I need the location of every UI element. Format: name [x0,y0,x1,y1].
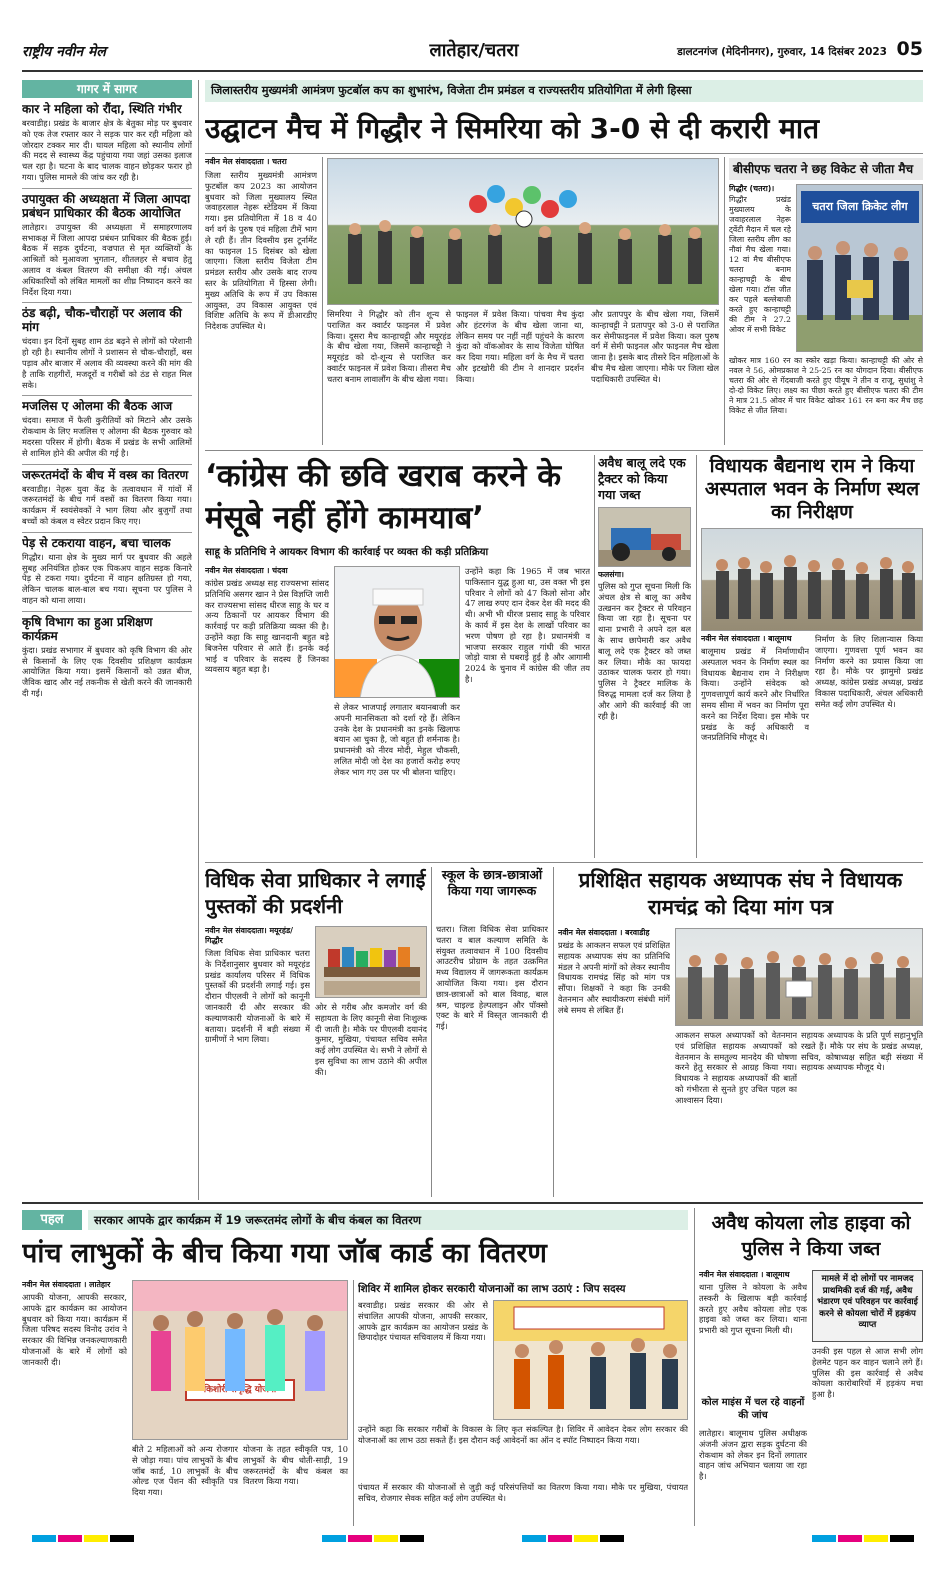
camp-audience-illustration [494,1301,688,1420]
column-divider [322,157,323,445]
section-rule [205,862,923,863]
coal-subbody: लातेहार। बालूमाथ पुलिस अधीक्षक अंजनी अंजन द्वारा सड़क दुर्घटना की रोकथाम को लेकर इन दिनों लगातार वाहन जांच अभियान चलाया जा रहा है। [699,1428,807,1482]
cricket-banner: चतरा जिला क्रिकेट लीग [801,191,919,223]
dateline: डालटनगंज (मेदिनीनगर), गुरुवार, 14 दिसंबर 2023 [677,46,887,58]
teachers-body: आकलन सफल अध्यापकों को वेतनमान एवं प्रशिक्षित सहायक अध्यापकों को वेतनमान के समतुल्य मानदेय की घोषणा करने हेतु सरकार से आग्रह किया गया। विधायक ने सहायक अध्यापकों की बातों को गंभीरता से सुनते हुए उचित पहल का आश्वासन दिया। [675,1030,797,1105]
job-card-distribution-photo [132,1280,348,1440]
school-body: चतरा। जिला विधिक सेवा प्राधिकार चतरा व बाल कल्याण समिति के संयुक्त तत्वावधान में 100 दिवसीय आउटरीच प्रोग्राम के तहत उत्क्रमित मध्य विद्यालय में जागरूकता कार्यक्रम आयोजित किया गया। इस दौरान छात्र-छात्राओं को बाल विवाह, बाल श्रम, चाइल्ड हेल्पलाइन और पॉक्सो एक्ट के बारे में विस्तृत जानकारी दी गई। [436,924,548,1032]
teachers-byline: नवीन मेल संवाददाता । बरवाडीह [558,928,650,937]
congress-body: से लेकर भाजपाई लगातार बयानबाजी कर अपनी मानसिकता को दर्शा रहे हैं। लेकिन उनके देश के प्रधानमंत्री का इनके खिलाफ बयान आ चुका है, जो बहुत ही शर्मनाक है। प्रधानमंत्री को नीरव मोदी, मेहुल चौकसी, ललित मोदी जो देश का हजारों करोड़ रुपए लेकर भाग गए उस पर भी बोलना चाहिए। [334,702,460,777]
tractor-photo [598,507,691,567]
books-illustration [316,927,427,998]
sand-headline: अवैध बालू लदे एक ट्रैक्टर को किया गया जब्त [598,455,686,502]
cricket-body: गिद्धौर प्रखंड मुख्यालय के जवाहरलाल नेहरू ट्वेंटी मैदान में चल रहे जिला स्तरीय लीग का नौवां मैच खेला गया। 12 वां मैच बीसीएफ चतरा बनाम कान्हाचट्टी के बीच खेला गया। टॉस जीत कर पहले बल्लेबाजी करते हुए कान्हाचट्टी की टीम ने 27.2 ओवर में सभी विकेट [729,195,791,334]
section-title: लातेहार/चतरा [429,40,519,61]
sidebar-item-body: चंदवा। समाज में फैली कुरीतियों को मिटाने और उसके रोकथाम के लिए मजलिस ए ओलमा की बैठक गुरुवार को मदरसा परिसर में होगी। बैठक में प्रखंड के सभी आलिमों से शामिल होने की अपील की गई है। [22,415,192,458]
congress-body: उन्होंने कहा कि 1965 में जब भारत पाकिस्तान युद्ध हुआ था, उस वक्त भी इस परिवार ने लोगों को 47 किलो सोना और 47 लाख रुपए दान देकर देश की मदद की थी। अभी भी धीरज प्रसाद साहू के परिवार के कार्य में इस देश के लाखों परिवार का भरण पोषण हो रहा है। प्रधानमंत्री व भाजपा सरकार राहुल गांधी की भारत जोड़ो यात्रा से घबराई हुई है और आगामी 2024 के चुनाव में कांग्रेस की जीत तय है। [465,566,590,684]
top-story-headline: उद्घाटन मैच में गिद्धौर ने सिमरिया को 3-0 से दी करारी मात [205,112,820,145]
legal-body: जिला विधिक सेवा प्राधिकार चतरा के निर्देशानुसार बुधवार को मयूरहंड प्रखंड कार्यालय परिसर में विधिक पुस्तकों की प्रदर्शनी लगाई गई। इस दौरान पीएलवी ने लोगों को कानूनी जानकारी दी और सरकार की कल्याणकारी योजनाओं के बारे में बताया। प्रदर्शनी में बड़ी संख्या में ग्रामीणों ने भाग लिया। [205,948,310,1045]
hospital-body: निर्माण के लिए शिलान्यास किया जाएगा। गुणवत्ता पूर्ण भवन का निर्माण करने का प्रयास किया जा रहा है। मौके पर झामुमो प्रखंड अध्यक्ष, कांग्रेस प्रखंड अध्यक्ष, प्रखंड विकास पदाधिकारी, अंचल अधिकारी समेत कई लोग उपस्थित थे। [815,634,923,709]
camp-body: बरवाडीह। प्रखंड सरकार की ओर से संचालित आपकी योजना, आपकी सरकार, आपके द्वार कार्यक्रम का आयोजन प्रखंड के छिपादोहर पंचायत सचिवालय में किया गया। [358,1300,488,1343]
teachers-memorandum-photo [675,928,923,1026]
hospital-byline: नवीन मेल संवाददाता । बालूमाथ [701,634,792,643]
cricket-headline: बीसीएफ चतरा ने छह विकेट से जीता मैच [729,158,923,180]
school-headline: स्कूल के छात्र-छात्राओं किया गया जागरूक [441,867,543,898]
sidebar-item-body: बरवाडीह। प्रखंड के बाजार क्षेत्र के बेतुका मोड़ पर बुधवार को एक तेज रफ्तार कार ने सड़क पार कर रही महिला को जोरदार टक्कर मार दी। घायल महिला को स्थानीय लोगों की मदद से स्वास्थ्य केंद्र पहुंचाया गया जहां उसका इलाज चल रहा है। घटना के बाद चालक वाहन छोड़कर फरार हो गया। पुलिस मामले की जांच कर रही है। [22,118,192,182]
top-story-kicker: जिलास्तरीय मुख्यमंत्री आमंत्रण फुटबॉल कप का शुभारंभ, विजेता टीम प्रमंडल व राज्यस्तरीय प्रतियोगिता में लेगी हिस्सा [205,80,923,102]
inspection-group-illustration [702,529,923,631]
sand-byline: फलसंगा। [598,570,624,579]
sidebar-item-body: लातेहार। उपायुक्त की अध्यक्षता में समाहरणालय सभाकक्ष में जिला आपदा प्रबंधन प्राधिकार की बैठक हुई। बैठक में सड़क दुर्घटना, वज्रपात से मृत व्यक्तियों के आश्रितों को मुआवजा भुगतान, शीतलहर से बचाव हेतु अलाव व कंबल वितरण की समीक्षा की गई। अंचल अधिकारियों को लंबित मामलों का शीघ्र निष्पादन करने का निर्देश दिया गया। [22,221,192,297]
sidebar-item-body: बरवाडीह। नेहरू युवा केंद्र के तत्वावधान में गांवों में जरूरतमंदों के बीच गर्म वस्त्रों का वितरण किया गया। कार्यक्रम में स्वयंसेवकों ने भाग लिया और बुजुर्गों तथा बच्चों को कंबल व स्वेटर प्रदान किए गए। [22,483,192,526]
sidebar-item [22,611,192,699]
registration-color-bar [22,1530,923,1542]
sidebar-item [22,188,192,298]
legal-byline: नवीन मेल संवाददाता। मयूरहंड/गिद्धौर [205,926,293,945]
coal-highlight-box: मामले में दो लोगों पर नामजद प्राथमिकी दर्ज की गई, अवैध भंडारण एवं परिवहन पर कार्रवाई करने से कोयला चोरों में हड़कंप व्याप्त [812,1270,923,1342]
sidebar-item-head: कार ने महिला को रौंदा, स्थिति गंभीर [22,102,182,116]
sidebar-item [22,532,192,606]
print-registration-marks [22,1533,923,1542]
page-number: 05 [896,38,923,60]
sidebar-item [22,395,192,458]
hospital-headline: विधायक बैद्यनाथ राम ने किया अस्पताल भवन के निर्माण स्थल का निरीक्षण [704,455,920,523]
cricket-byline: गिद्धौर (चतरा)। [729,184,775,193]
camp-headline: शिविर में शामिल होकर सरकारी योजनाओं का लाभ उठाएं : जिप सदस्य [358,1283,626,1295]
top-story-body: सिमरिया ने गिद्धौर को तीन शून्य से पराजित कर क्वार्टर फाइनल में प्रवेश किया। दूसरा मैच कान्हाचट्टी और मयूरहंड के बीच खेला गया, जिसमें कान्हाचट्टी ने मयूरहंड को दो-शून्य से पराजित कर क्वार्टर फाइनल में प्रवेश किया। तीसरा मैच चतरा बनाम लावालौंग के बीच खेला गया। [327,309,451,384]
pahal-kicker: सरकार आपके द्वार कार्यक्रम में 19 जरूरतमंद लोगों के बीच कंबल का वितरण [88,1210,688,1230]
sidebar-item-body: चंदवा। इन दिनों सुबह शाम ठंड बढ़ने से लोगों को परेशानी हो रही है। स्थानीय लोगों ने प्रशासन से चौक-चौराहों, बस पड़ाव और बाजार में अलाव की व्यवस्था करने की मांग की है ताकि राहगीरों, मजदूरों व गरीबों को ठंड से राहत मिल सके। [22,336,192,390]
scheme-banner: किशोरी [185,1379,295,1401]
hospital-body: बालूमाथ प्रखंड में निर्माणाधीन अस्पताल भवन के निर्माण स्थल का विधायक बैद्यनाथ राम ने निरीक्षण किया। उन्होंने संवेदक को गुणवत्तापूर्ण कार्य करने और निर्धारित समय सीमा में भवन का निर्माण पूरा करने का निर्देश दिया। इस मौके पर प्रखंड के कई अधिकारी व जनप्रतिनिधि मौजूद थे। [701,646,809,743]
sand-body: पुलिस को गुप्त सूचना मिली कि अंचल क्षेत्र से बालू का अवैध उत्खनन कर ट्रैक्टर से परिवहन किया जा रहा है। सूचना पर थाना प्रभारी ने अपने दल बल के साथ छापेमारी कर अवैध बालू लदे एक ट्रैक्टर को जब्त कर लिया। मौके का फायदा उठाकर चालक फरार हो गया। पुलिस ने ट्रैक्टर मालिक के विरुद्ध मामला दर्ज कर लिया है और आगे की कार्रवाई की जा रही है। [598,581,691,721]
sidebar-item-head: पेड़ से टकराया वाहन, बचा चालक [22,535,171,550]
sidebar-item [22,302,192,390]
coal-byline: नवीन मेल संवाददाता । बालूमाथ [699,1270,790,1279]
top-story-body: जिला स्तरीय मुख्यमंत्री आमंत्रण फुटबॉल कप 2023 का आयोजन बुधवार को जिला मुख्यालय स्थित जवाहरलाल नेहरू स्टेडियम में किया गया। इस प्रतियोगिता में 18 व 40 वर्ग वर्ग के पुरुष एवं महिला टीमें भाग ले रही हैं। तीन दिवसीय इस टूर्नामेंट का फाइनल 15 दिसंबर को खेला जाएगा। जिला स्तरीय विजेता टीम प्रमंडल स्तरीय और उसके बाद राज्य स्तर के प्रतियोगिता में हिस्सा लेगी। मुख्य अतिथि के रूप में उप विकास आयुक्त, उप विकास आयुक्त एवं विशिष्ट अतिथि के रूप में डीआरडीए निदेशक उपस्थित थे। [205,170,317,332]
sidebar-item-head: उपायुक्त की अध्यक्षता में जिला आपदा प्रबंधन प्राधिकार की बैठक आयोजित [22,191,191,220]
beneficiaries-illustration [133,1281,348,1440]
sidebar-item-body: गिद्धौर। थाना क्षेत्र के मुख्य मार्ग पर बुधवार की अहले सुबह अनियंत्रित होकर एक पिकअप वाहन सड़क किनारे पेड़ से टकरा गया। दुर्घटना में वाहन क्षतिग्रस्त हो गया, लेकिन चालक बाल-बाल बच गया। सूचना पर पुलिस ने वाहन को थाना लाया। [22,551,192,605]
sidebar-item-head: मजलिस ए ओलमा की बैठक आज [22,399,173,414]
sidebar-tag: गागर में सागर [22,80,192,98]
coal-body: थाना पुलिस ने कोयला के अवैध तस्करी के खिलाफ बड़ी कार्रवाई करते हुए अवैध कोयला लोड एक हाइवा को जब्त कर लिया। थाना प्रभारी को गुप्त सूचना मिली थी। [699,1282,807,1336]
column-divider [353,1280,354,1526]
congress-deck: साहू के प्रतिनिधि ने आयकर विभाग की कार्रवाई पर व्यक्त की कड़ी प्रतिक्रिया [205,547,489,558]
pahal-body: आपकी योजना, आपकी सरकार, आपके द्वार कार्यक्रम का आयोजन बुधवार को किया गया। कार्यक्रम में जिला परिषद सदस्य विनोद उरांव ने सरकार की विभिन्न जनकल्याणकारी योजनाओं के बारे में लोगों को जानकारी दी। [22,1292,127,1367]
teachers-body: सहायक अध्यापक के प्रति पूर्ण सहानुभूति रखते हैं। मौके पर संघ के प्रखंड अध्यक्ष, सचिव, कोषाध्यक्ष सहित बड़ी संख्या में सहायक अध्यापक मौजूद थे। [801,1030,923,1073]
camp-body: उन्होंने कहा कि सरकार गरीबों के विकास के लिए कृत संकल्पित है। शिविर में आवेदन देकर लोग सरकार की योजनाओं का लाभ उठा सकते हैं। इस दौरान कई आवेदनों का ऑन द स्पॉट निष्पादन किया गया। [358,1424,688,1445]
book-exhibition-photo [315,926,427,998]
pahal-body: बीते 2 महिलाओं को अन्य रोजगार से जोड़ा गया। पांच लाभुकों के बीच जॉब कार्ड, 10 लाभुकों के बीच ओल्ड एज पेंशन की स्वीकृति पत्र दिया गया। [132,1444,238,1498]
leader-portrait-illustration [335,567,460,698]
sidebar-item [22,102,192,183]
section-rule [205,450,923,451]
coal-subheadline: कोल माइंस में चल रहे वाहनों की जांच [701,1397,805,1421]
top-story-byline: नवीन मेल संवाददाता । चतरा [205,157,287,166]
cricket-body: खोकर मात्र 160 रन का स्कोर खड़ा किया। कान्हाचट्टी की ओर से नवल ने 56, ओमप्रकाश ने 25-25 रन का योगदान दिया। बीसीएफ चतरा की ओर से गेंदबाजी करते हुए पीयूष ने तीन व राजू, सुधांशु ने दो-दो विकेट लिए। लक्ष्य का पीछा करते हुए बीसीएफ चतरा की टीम ने मात्र 21.5 ओवर में चार विकेट खोकर 161 रन बना कर मैच छह विकेट से जीत लिया। [729,356,923,415]
congress-headline: ‘कांग्रेस की छवि खराब करने के मंसूबे नहीं होंगे कामयाब’ [205,458,562,536]
tractor-illustration [599,508,691,567]
sidebar-item-head: जरूरतमंदों के बीच में वस्त्र का वितरण [22,467,189,482]
coal-body: उनकी इस पहल से आज सभी लोग हेलमेट पहन कर वाहन चलाने लगे हैं। पुलिस की इस कार्रवाई से अवैध कोयला कारोबारियों में हड़कंप मचा हुआ है। [812,1346,923,1400]
pahal-body: योजना के तहत स्वीकृति पत्र, 10 लाभुकों के बीच धोती-साड़ी, 19 जरूरतमंदों के बीच कंबल का वितरण किया गया। [243,1444,348,1487]
sidebar-item-body: कुंदा। प्रखंड सभागार में बुधवार को कृषि विभाग की ओर से किसानों के लिए एक दिवसीय प्रशिक्षण कार्यक्रम आयोजित किया गया। इसमें किसानों को उन्नत बीज, जैविक खाद और नई तकनीक से खेती करने की जानकारी दी गई। [22,644,192,698]
pahal-tag: पहल [22,1210,82,1230]
masthead-rule [22,70,923,72]
congress-leader-photo [334,566,460,698]
congress-byline: नवीन मेल संवाददाता । चंदवा [205,566,288,575]
coal-headline: अवैध कोयला लोड हाइवा को पुलिस ने किया जब्त [711,1212,911,1260]
pahal-headline: पांच लाभुकों के बीच किया गया जॉब कार्ड का वितरण [22,1238,547,1269]
column-divider [553,867,554,1197]
sidebar-column [22,102,192,1195]
column-divider [694,1208,695,1526]
top-story-rule [205,153,923,154]
teachers-headline: प्रशिक्षित सहायक अध्यापक संघ ने विधायक रामचंद्र को दिया मांग पत्र [578,868,903,919]
camp-body: पंचायत में सरकार की योजनाओं से जुड़ी कई परिसंपत्तियों का वितरण किया गया। मौके पर मुखिया, पंचायत सचिव, रोजगार सेवक सहित कई लोग उपस्थित थे। [358,1482,688,1503]
teachers-body: प्रखंड के आकलन सफल एवं प्रशिक्षित सहायक अध्यापक संघ का प्रतिनिधि मंडल ने अपनी मांगों को लेकर स्थानीय विधायक रामचंद्र सिंह को मांग पत्र सौंपा। शिक्षकों ने कहा कि उनकी वेतनमान और स्थायीकरण संबंधी मांगें लंबे समय से लंबित हैं। [558,940,670,1015]
football-scene-illustration [328,159,719,305]
camp-photo [493,1300,688,1420]
cricket-players-illustration [797,185,923,352]
sidebar-divider [198,80,199,1200]
congress-body: कांग्रेस प्रखंड अध्यक्ष सह राज्यसभा सांसद प्रतिनिधि असगर खान ने प्रेस विज्ञप्ति जारी कर राज्यसभा सांसद धीरज साहू के घर व अन्य ठिकानों पर आयकर विभाग की कार्रवाई पर कड़ी प्रतिक्रिया व्यक्त की है। उन्होंने कहा कि साहू खानदानी बहुत बड़े बिजनेस परिवार से आते हैं। इनके कई भाई व परिवार के सदस्य हैं जिनका व्यवसाय बहुत बड़ा है। [205,578,329,675]
legal-body: ओर से गरीब और कमजोर वर्ग की सहायता के लिए कानूनी सेवा निःशुल्क दी जाती है। मौके पर पीएलवी दयानंद कुमार, मुखिया, पंचायत सचिव समेत कई लोग उपस्थित थे। सभी ने लोगों से इस सुविधा का लाभ उठाने की अपील की। [315,1002,427,1077]
column-divider [594,455,595,858]
masthead [22,36,923,68]
sidebar-item [22,464,192,527]
section-rule [22,1202,923,1204]
column-divider [724,157,725,445]
sidebar-item-head: ठंड बढ़ी, चौक-चौराहों पर अलाव की मांग [22,306,182,335]
legal-headline: विधिक सेवा प्राधिकार ने लगाई पुस्तकों की प्रदर्शनी [205,868,426,918]
pahal-byline: नवीन मेल संवाददाता । लातेहार [22,1280,111,1289]
column-divider [431,867,432,1197]
top-story-body: फाइनल में प्रवेश किया। पांचवा मैच कुंदा और हंटरगंज के बीच खेला जाना था, लेकिन समय पर नहीं नहीं पहुंचने के कारण कुंदा को वॉकओवर के साथ विजेता घोषित कर दिया गया। महिला वर्ग के मैच में चतरा और इटखोरी की टीम ने शानदार प्रदर्शन किया। [456,309,584,384]
column-divider [696,455,697,858]
sidebar-item-head: कृषि विभाग का हुआ प्रशिक्षण कार्यक्रम [22,614,153,643]
cricket-photo [796,184,923,352]
football-photo [327,158,719,305]
top-story-body: और प्रतापपुर के बीच खेला गया, जिसमें कान्हाचट्टी ने प्रतापपुर को 3-0 से पराजित कर सेमीफाइनल में प्रवेश किया। कल पुरुष वर्ग में सेमी फाइनल और फाइनल मैच खेला जाना है। इसके बाद तीसरे दिन महिलाओं के बीच मैच खेला जाएगा। मौके पर जिला खेल पदाधिकारी उपस्थित थे। [591,309,719,384]
newspaper-logo: राष्ट्रीय नवीन मेल [22,44,106,60]
teachers-group-illustration [676,929,923,1026]
hospital-site-photo [701,528,923,631]
